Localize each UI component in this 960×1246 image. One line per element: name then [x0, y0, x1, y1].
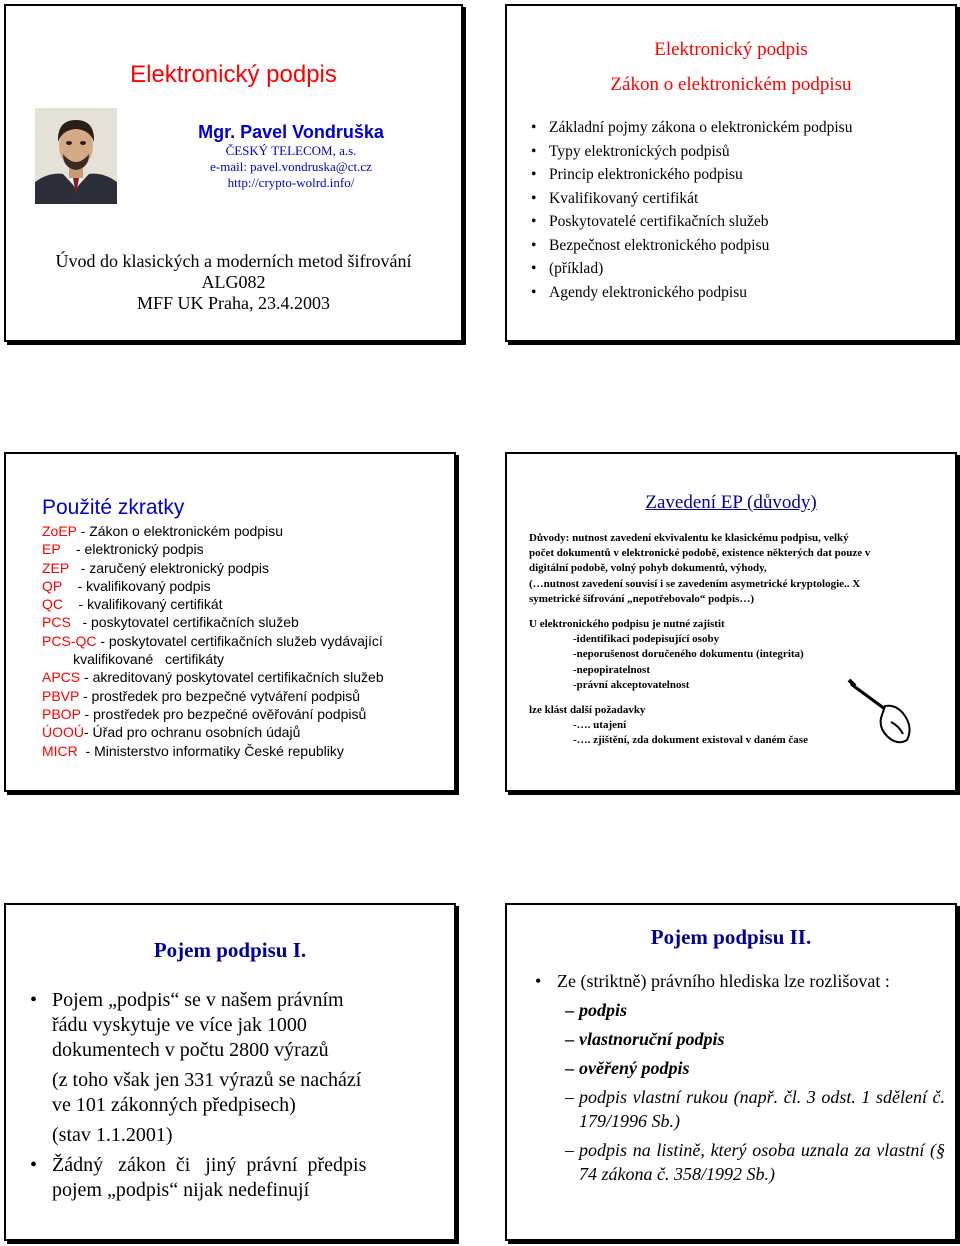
- slide-outline: [505, 4, 957, 342]
- course-line-1: Úvod do klasických a moderních metod šifrování: [55, 251, 412, 271]
- signature-types: [565, 998, 945, 1186]
- list-item: • Princip elektronického podpisu: [527, 163, 852, 187]
- course-line-3: MFF UK Praha, 23.4.2003: [136, 293, 330, 313]
- sub-item: – vlastnoruční podpis: [565, 1029, 725, 1049]
- author-company: ČESKÝ TELECOM, a.s.: [225, 143, 357, 158]
- author-email: e-mail: pavel.vondruska@ct.cz: [210, 159, 372, 174]
- list-item: • Základní pojmy zákona o elektronickém podpisu: [527, 116, 852, 140]
- extra-item: -…. utajení: [573, 719, 627, 732]
- bullet-icon: •: [531, 260, 537, 277]
- list-item: • Poskytovatelé certifikačních služeb: [527, 210, 852, 234]
- reason-line: symetrické šifrování „nepotřebovalo“ podpis…): [529, 592, 754, 605]
- bullet-icon: •: [531, 236, 537, 254]
- bullet-icon: •: [535, 971, 542, 991]
- abbreviation-row: PCS-QC - poskytovatel certifikačních služeb vydávající: [42, 632, 383, 649]
- sub-item: – podpis vlastní rukou (např. čl. 3 odst. 1 sdělení č. 179/1996 Sb.): [565, 1087, 945, 1131]
- abbreviation-row: PCS - poskytovatel certifikačních služeb: [42, 614, 299, 631]
- requirement-item: -právní akceptovatelnost: [573, 678, 690, 691]
- course-info: [6, 251, 461, 314]
- list-item: • Typy elektronických podpisů: [527, 140, 852, 164]
- requirement-item: -identifikaci podepisující osoby: [573, 633, 720, 646]
- abbreviation-row: ZEP - zaručený elektronický podpis: [42, 559, 269, 576]
- author-name: Mgr. Pavel Vondruška: [198, 122, 384, 142]
- author-url[interactable]: http://crypto-wolrd.info/: [227, 175, 355, 190]
- concept-body: [30, 988, 430, 1203]
- list-item: • Kvalifikovaný certifikát: [527, 187, 852, 211]
- slide-reasons: [505, 452, 957, 792]
- abbreviation-row: ÚOOÚ- Úřad pro ochranu osobních údajů: [42, 724, 301, 741]
- bullet-icon: •: [531, 189, 537, 207]
- abbreviation-row: kvalifikované certifikáty: [42, 651, 225, 668]
- requirement-item: -neporušenost doručeného dokumentu (integrita): [573, 648, 804, 661]
- reason-line: (…nutnost zavedení souvisí i se zavedením asymetrické kryptologie.. X: [529, 577, 861, 590]
- hand-with-pen-icon: [847, 676, 922, 748]
- requirements-heading: U elektronického podpisu je nutné zajistit: [529, 618, 725, 631]
- slide-title: [4, 4, 463, 342]
- reason-line: Důvody: nutnost zavedení ekvivalentu ke klasickému podpisu, velký: [529, 532, 849, 544]
- slide5-title: Pojem podpisu I.: [153, 938, 307, 962]
- slide3-title: Použité zkratky: [42, 496, 185, 519]
- abbreviation-row: QC - kvalifikovaný certifikát: [42, 596, 223, 613]
- slide-signature-concept-1: [4, 903, 456, 1241]
- slide6-title: Pojem podpisu II.: [650, 925, 812, 949]
- slide1-title: Elektronický podpis: [130, 61, 337, 88]
- reason-line: počet dokumentů v elektronické podobě, existence některých dat pouze v: [529, 547, 871, 560]
- author-portrait: [35, 108, 117, 204]
- bullet-icon: •: [531, 142, 537, 160]
- list-item: • (příklad): [527, 257, 852, 281]
- slide4-title: Zavedení EP (důvody): [645, 492, 817, 513]
- bullet-icon: •: [531, 283, 537, 301]
- list-item: • Pojem „podpis“ se v našem právním řádu vyskytuje ve více jak 1000 dokumentech v počtu 2800 výrazů (z toho však jen 331 výrazů se nachází ve 101 zákonných předpisech) (stav 1.1.2001): [30, 989, 362, 1146]
- reason-line: digitální podobě, volný pohyb dokumentů, výhody,: [529, 562, 767, 575]
- bullet-icon: •: [30, 1154, 38, 1176]
- lead-item: • Ze (striktně) právního hlediska lze rozlišovat :: [535, 971, 890, 991]
- abbreviation-row: PBOP - prostředek pro bezpečné ověřování podpisů: [42, 705, 367, 722]
- sub-item: – podpis na listině, který osoba uznala za vlastní (§ 74 zákona č. 358/1992 Sb.): [565, 1140, 945, 1184]
- abbreviation-row: MICR - Ministerstvo informatiky České republiky: [42, 742, 344, 759]
- author-block: [136, 122, 446, 191]
- abbreviation-row: QP - kvalifikovaný podpis: [42, 577, 211, 594]
- list-item: • Žádný zákon či jiný právní předpis pojem „podpis“ nijak nedefinují: [30, 1154, 367, 1201]
- list-item: • Agendy elektronického podpisu: [527, 281, 852, 305]
- bullet-icon: •: [30, 989, 38, 1011]
- sub-item: – podpis: [565, 1000, 628, 1020]
- list-item: • Bezpečnost elektronického podpisu: [527, 234, 852, 258]
- slide2-title: Elektronický podpis: [654, 39, 808, 60]
- abbreviation-row: EP - elektronický podpis: [42, 541, 204, 558]
- course-line-2: ALG082: [201, 272, 266, 292]
- outline-list: [527, 116, 852, 304]
- bullet-icon: •: [531, 166, 537, 183]
- abbreviation-row: APCS - akreditovaný poskytovatel certifikačních služeb: [42, 669, 384, 686]
- slide2-subtitle: Zákon o elektronickém podpisu: [610, 74, 852, 95]
- bullet-icon: •: [531, 213, 537, 230]
- extra-item: -…. zjištění, zda dokument existoval v daném čase: [573, 734, 808, 747]
- slide-abbreviations: [4, 452, 456, 792]
- extra-heading: lze klást další požadavky: [529, 704, 646, 717]
- abbreviation-row: PBVP - prostředek pro bezpečné vytváření podpisů: [42, 687, 361, 704]
- requirement-item: -nepopiratelnost: [573, 663, 650, 676]
- bullet-icon: •: [531, 119, 537, 136]
- sub-item: – ověřený podpis: [565, 1058, 690, 1078]
- abbreviation-row: ZoEP - Zákon o elektronickém podpisu: [42, 523, 283, 539]
- abbreviation-list: [42, 522, 384, 760]
- slide-signature-concept-2: [505, 903, 957, 1241]
